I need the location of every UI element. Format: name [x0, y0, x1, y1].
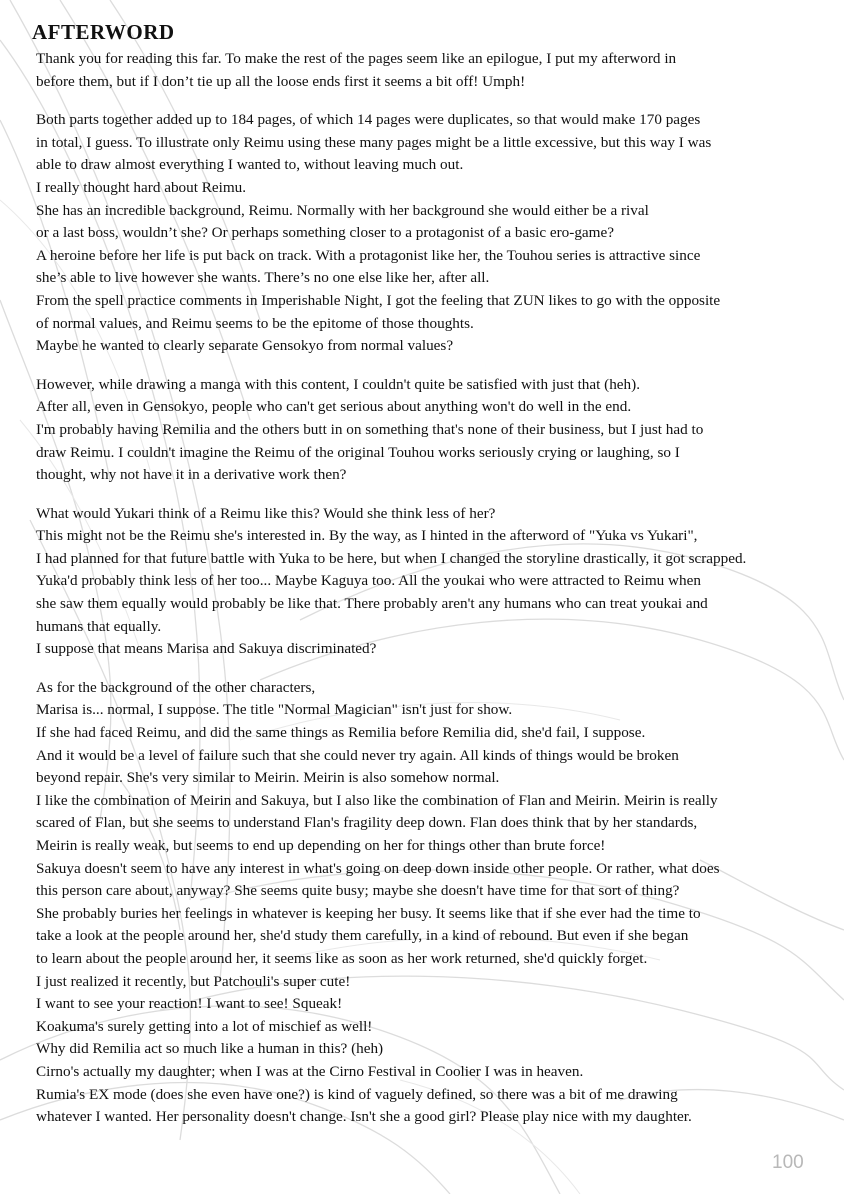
paragraph-characters [36, 677, 822, 1129]
text-line: whatever I wanted. Her personality doesn't change. Isn't she a good girl? Please play nice with my daughter. [36, 1108, 692, 1126]
text-line: thought, why not have it in a derivative work then? [36, 466, 347, 484]
text-line: before them, but if I don’t tie up all the loose ends first it seems a bit off! Umph! [36, 72, 526, 90]
afterword-text-block [32, 18, 822, 1145]
text-line: Yuka'd probably think less of her too... Maybe Kaguya too. All the youkai who were attracted to Reimu when [36, 572, 701, 590]
text-line: Maybe he wanted to clearly separate Gensokyo from normal values? [36, 337, 454, 355]
text-line: of normal values, and Reimu seems to be the epitome of those thoughts. [36, 314, 474, 332]
text-line: As for the background of the other characters, [36, 678, 316, 696]
text-line: she’s able to live however she wants. There’s no one else like her, after all. [36, 269, 490, 287]
text-line: I like the combination of Meirin and Sakuya, but I also like the combination of Flan and Meirin. Meirin is really [36, 791, 718, 809]
text-line: to learn about the people around her, it seems like as soon as her work returned, she'd quickly forget. [36, 949, 648, 967]
text-line: draw Reimu. I couldn't imagine the Reimu of the original Touhou works seriously crying or laughing, so I [36, 443, 680, 461]
text-line: What would Yukari think of a Reimu like this? Would she think less of her? [36, 504, 496, 522]
paragraph-intro [36, 48, 822, 93]
text-line: Meirin is really weak, but seems to end up depending on her for things other than brute force! [36, 837, 606, 854]
text-line: in total, I guess. To illustrate only Reimu using these many pages might be a little excessive, but this way I was [36, 133, 712, 151]
text-line: she saw them equally would probably be like that. There probably aren't any humans who can treat youkai and [36, 595, 708, 613]
paragraph-reimu [36, 109, 822, 358]
paragraph-yukari [36, 503, 822, 661]
text-line: Sakuya doesn't seem to have any interest in what's going on deep down inside other people. Or rather, what does [36, 859, 720, 877]
text-line: I want to see your reaction! I want to see! Squeak! [36, 995, 343, 1013]
text-line: able to draw almost everything I wanted to, without leaving much out. [36, 156, 464, 174]
text-line: beyond repair. She's very similar to Meirin. Meirin is also somehow normal. [36, 769, 500, 787]
text-line: this person care about, anyway? She seems quite busy; maybe she doesn't have time for that sort of thing? [36, 882, 680, 900]
text-line: Both parts together added up to 184 pages, of which 14 pages were duplicates, so that would make 170 pages [36, 111, 701, 129]
text-line: She has an incredible background, Reimu. Normally with her background she would either be a rival [36, 201, 649, 219]
text-line: However, while drawing a manga with this content, I couldn't quite be satisfied with just that (heh). [36, 375, 640, 393]
text-line: She probably buries her feelings in whatever is keeping her busy. It seems like that if she ever had the time to [36, 904, 701, 922]
text-line: A heroine before her life is put back on track. With a protagonist like her, the Touhou series is attractive since [36, 246, 701, 264]
text-line: or a last boss, wouldn’t she? Or perhaps something closer to a protagonist of a basic ero-game? [36, 224, 614, 242]
text-line: scared of Flan, but she seems to understand Flan's fragility deep down. Flan does think that by her standards, [36, 814, 698, 832]
text-line: This might not be the Reimu she's interested in. By the way, as I hinted in the afterword of "Yuka vs Yukari", [36, 527, 698, 545]
paragraph-content [36, 374, 822, 487]
page-number: 100 [772, 1152, 804, 1173]
text-line: After all, even in Gensokyo, people who can't get serious about anything won't do well in the end. [36, 398, 632, 416]
afterword-title: AFTERWORD [32, 20, 175, 44]
text-line: I really thought hard about Reimu. [36, 178, 247, 196]
text-line: I just realized it recently, but Patchouli's super cute! [36, 972, 351, 990]
text-line: take a look at the people around her, she'd study them carefully, in a kind of rebound. But even if she began [36, 927, 689, 945]
text-line: Marisa is... normal, I suppose. The title "Normal Magician" isn't just for show. [36, 701, 513, 719]
text-line: Koakuma's surely getting into a lot of mischief as well! [36, 1017, 373, 1035]
text-line: From the spell practice comments in Imperishable Night, I got the feeling that ZUN likes to go with the opposite [36, 291, 721, 309]
text-line: Cirno's actually my daughter; when I was at the Cirno Festival in Coolier I was in heaven. [36, 1062, 584, 1080]
text-line: Why did Remilia act so much like a human in this? (heh) [36, 1040, 384, 1058]
text-line: Rumia's EX mode (does she even have one?) is kind of vaguely defined, so there was a bit of me drawing [36, 1085, 678, 1103]
text-line: And it would be a level of failure such that she could never try again. All kinds of things would be broken [36, 746, 679, 764]
text-line: I'm probably having Remilia and the others butt in on something that's none of their business, but I just had to [36, 420, 704, 438]
text-line: If she had faced Reimu, and did the same things as Remilia before Remilia did, she'd fail, I suppose. [36, 724, 646, 742]
text-line: humans that equally. [36, 617, 162, 635]
text-line: I suppose that means Marisa and Sakuya discriminated? [36, 640, 377, 658]
text-line: Thank you for reading this far. To make the rest of the pages seem like an epilogue, I put my afterword in [36, 50, 677, 67]
text-line: I had planned for that future battle with Yuka to be here, but when I changed the storyline drastically, it got scrapped. [36, 549, 747, 567]
